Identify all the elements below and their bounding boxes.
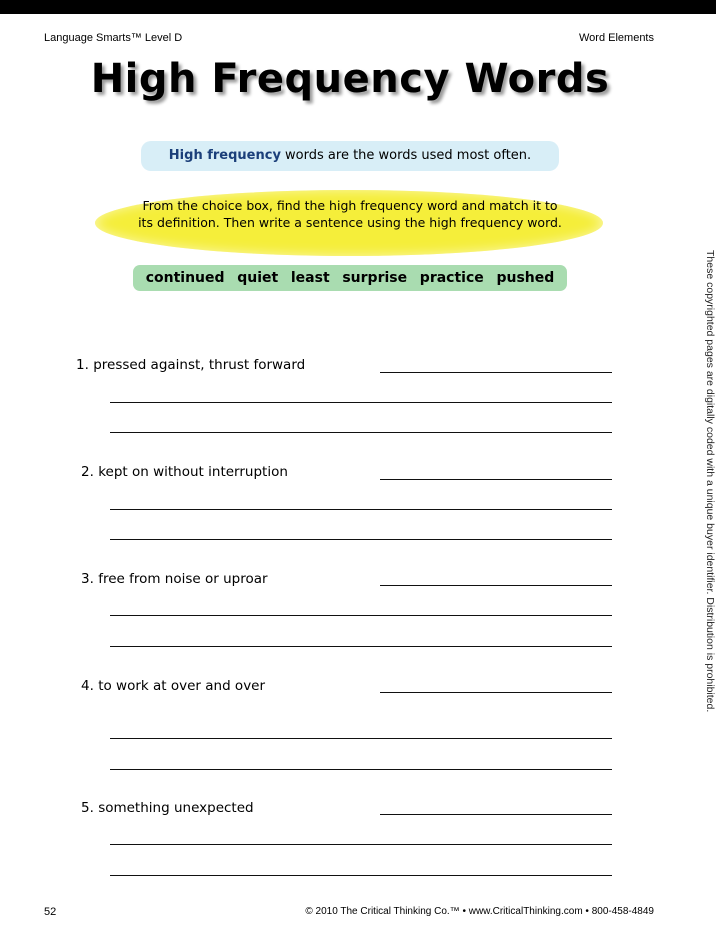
sentence-line[interactable] <box>110 539 612 540</box>
choice-word: quiet <box>237 270 279 286</box>
choice-word: pushed <box>496 270 555 286</box>
choice-box <box>133 265 567 291</box>
question-5 <box>81 800 254 816</box>
copyright-side-notice: These copyrighted pages are digitally coded with a unique buyer identifier. Distribution is prohibited. <box>704 250 716 713</box>
question-text: free from noise or uproar <box>98 571 268 587</box>
sentence-line[interactable] <box>110 738 612 739</box>
question-text: to work at over and over <box>98 678 266 694</box>
sentence-line[interactable] <box>110 615 612 616</box>
answer-line[interactable] <box>380 479 612 480</box>
top-bar <box>0 0 716 14</box>
choice-word: surprise <box>342 270 408 286</box>
question-number: 4. <box>81 678 94 694</box>
question-number: 1. <box>76 357 89 373</box>
choice-word: continued <box>145 270 225 286</box>
footer-copyright: © 2010 The Critical Thinking Co.™ • www.CriticalThinking.com • 800-458-4849 <box>305 906 654 917</box>
sentence-line[interactable] <box>110 402 612 403</box>
sentence-line[interactable] <box>110 844 612 845</box>
sentence-line[interactable] <box>110 509 612 510</box>
sentence-line[interactable] <box>110 875 612 876</box>
choice-word: least <box>290 270 330 286</box>
page-number: 52 <box>44 906 57 918</box>
question-2 <box>81 464 288 480</box>
question-4 <box>81 678 265 694</box>
instructions-text: From the choice box, find the high frequency word and match it to its definition. Then write a sentence using the high frequency word. <box>138 198 562 230</box>
question-text: something unexpected <box>98 800 254 816</box>
question-3 <box>81 571 268 587</box>
question-text: pressed against, thrust forward <box>93 357 306 373</box>
answer-line[interactable] <box>380 692 612 693</box>
definition-text: words are the words used most often. <box>280 148 532 163</box>
choice-word: practice <box>419 270 484 286</box>
answer-line[interactable] <box>380 814 612 815</box>
question-text: kept on without interruption <box>98 464 288 480</box>
question-number: 2. <box>81 464 94 480</box>
answer-line[interactable] <box>380 372 612 373</box>
question-number: 3. <box>81 571 94 587</box>
question-1 <box>76 357 305 373</box>
sentence-line[interactable] <box>110 432 612 433</box>
header-section: Word Elements <box>579 32 654 44</box>
definition-term: High frequency <box>168 148 281 163</box>
sentence-line[interactable] <box>110 769 612 770</box>
page-title: High Frequency Words <box>90 56 610 102</box>
header-book-title: Language Smarts™ Level D <box>44 32 183 44</box>
sentence-line[interactable] <box>110 646 612 647</box>
question-number: 5. <box>81 800 94 816</box>
definition-box <box>141 141 559 171</box>
answer-line[interactable] <box>380 585 612 586</box>
